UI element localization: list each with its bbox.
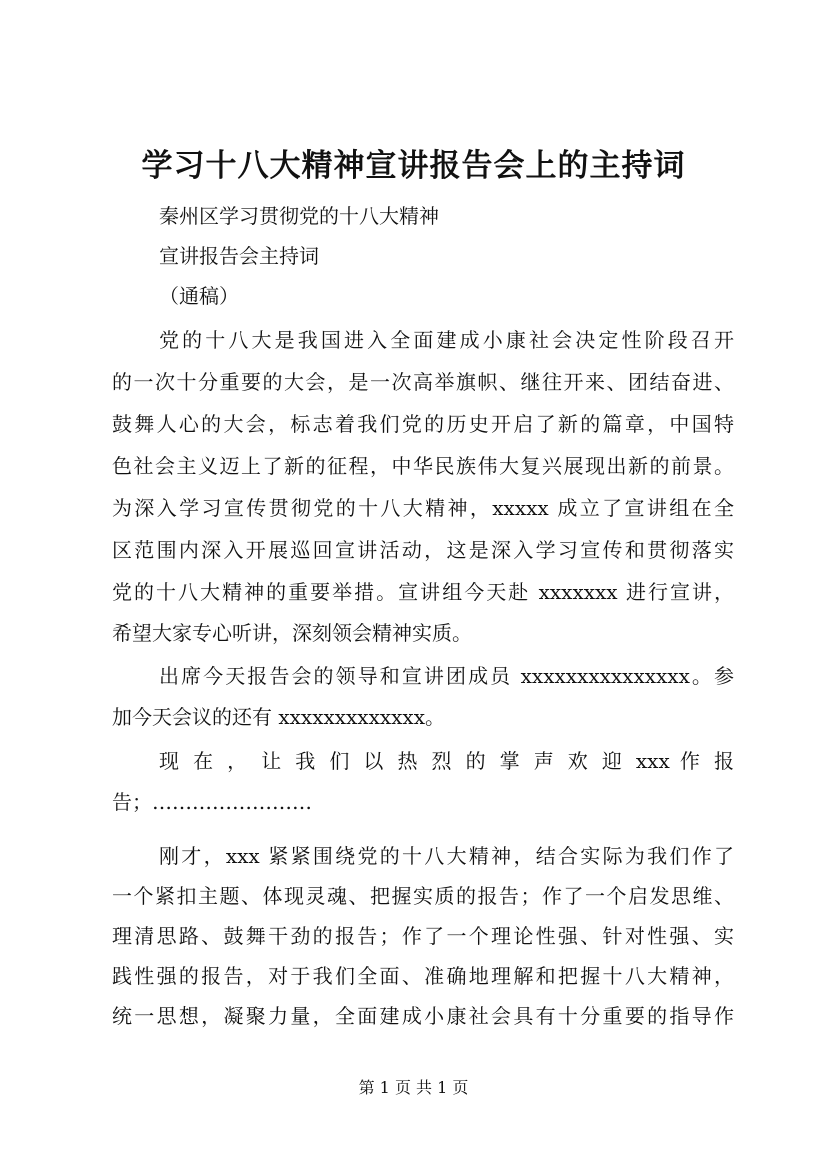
subtitle-line: 宣讲报告会主持词 <box>159 244 319 268</box>
paragraph-line: 出席今天报告会的领导和宣讲团成员 xxxxxxxxxxxxxxx。参 <box>159 664 734 688</box>
paragraph-line: 践性强的报告，对于我们全面、准确地理解和把握十八大精神， <box>112 964 734 988</box>
paragraph-line: 鼓舞人心的大会，标志着我们党的历史开启了新的篇章，中国特 <box>112 412 734 436</box>
paragraph-line: 现 在 ， 让 我 们 以 热 烈 的 掌 声 欢 迎 xxx 作 报 <box>159 749 734 773</box>
paragraph-line: 希望大家专心听讲，深刻领会精神实质。 <box>112 621 472 645</box>
paragraph-line: 告；…………………… <box>112 790 312 814</box>
paragraph-line: 统一思想，凝聚力量，全面建成小康社会具有十分重要的指导作 <box>112 1004 734 1028</box>
paragraph-line: 为深入学习宣传贯彻党的十八大精神，xxxxx 成立了宣讲组在全 <box>112 496 734 520</box>
paragraph-line: 色社会主义迈上了新的征程，中华民族伟大复兴展现出新的前景。 <box>112 454 734 478</box>
paragraph-line: 加今天会议的还有 xxxxxxxxxxxxx。 <box>112 705 445 729</box>
paragraph-line: 党的十八大是我国进入全面建成小康社会决定性阶段召开 <box>159 328 734 352</box>
page-footer: 第 1 页 共 1 页 <box>358 1078 469 1097</box>
paragraph-line: 的一次十分重要的大会，是一次高举旗帜、继往开来、团结奋进、 <box>112 370 734 394</box>
paragraph-line: 理清思路、鼓舞干劲的报告；作了一个理论性强、针对性强、实 <box>112 924 734 948</box>
paragraph-line: 刚才，xxx 紧紧围绕党的十八大精神，结合实际为我们作了 <box>159 844 734 868</box>
paragraph-line: 党的十八大精神的重要举措。宣讲组今天赴 xxxxxxx 进行宣讲， <box>112 580 734 604</box>
document-title: 学习十八大精神宣讲报告会上的主持词 <box>141 148 686 184</box>
paragraph-line: 区范围内深入开展巡回宣讲活动，这是深入学习宣传和贯彻落实 <box>112 538 734 562</box>
subtitle-line: 秦州区学习贯彻党的十八大精神 <box>159 204 439 228</box>
subtitle-line: （通稿） <box>159 284 239 308</box>
paragraph-line: 一个紧扣主题、体现灵魂、把握实质的报告；作了一个启发思维、 <box>112 884 734 908</box>
